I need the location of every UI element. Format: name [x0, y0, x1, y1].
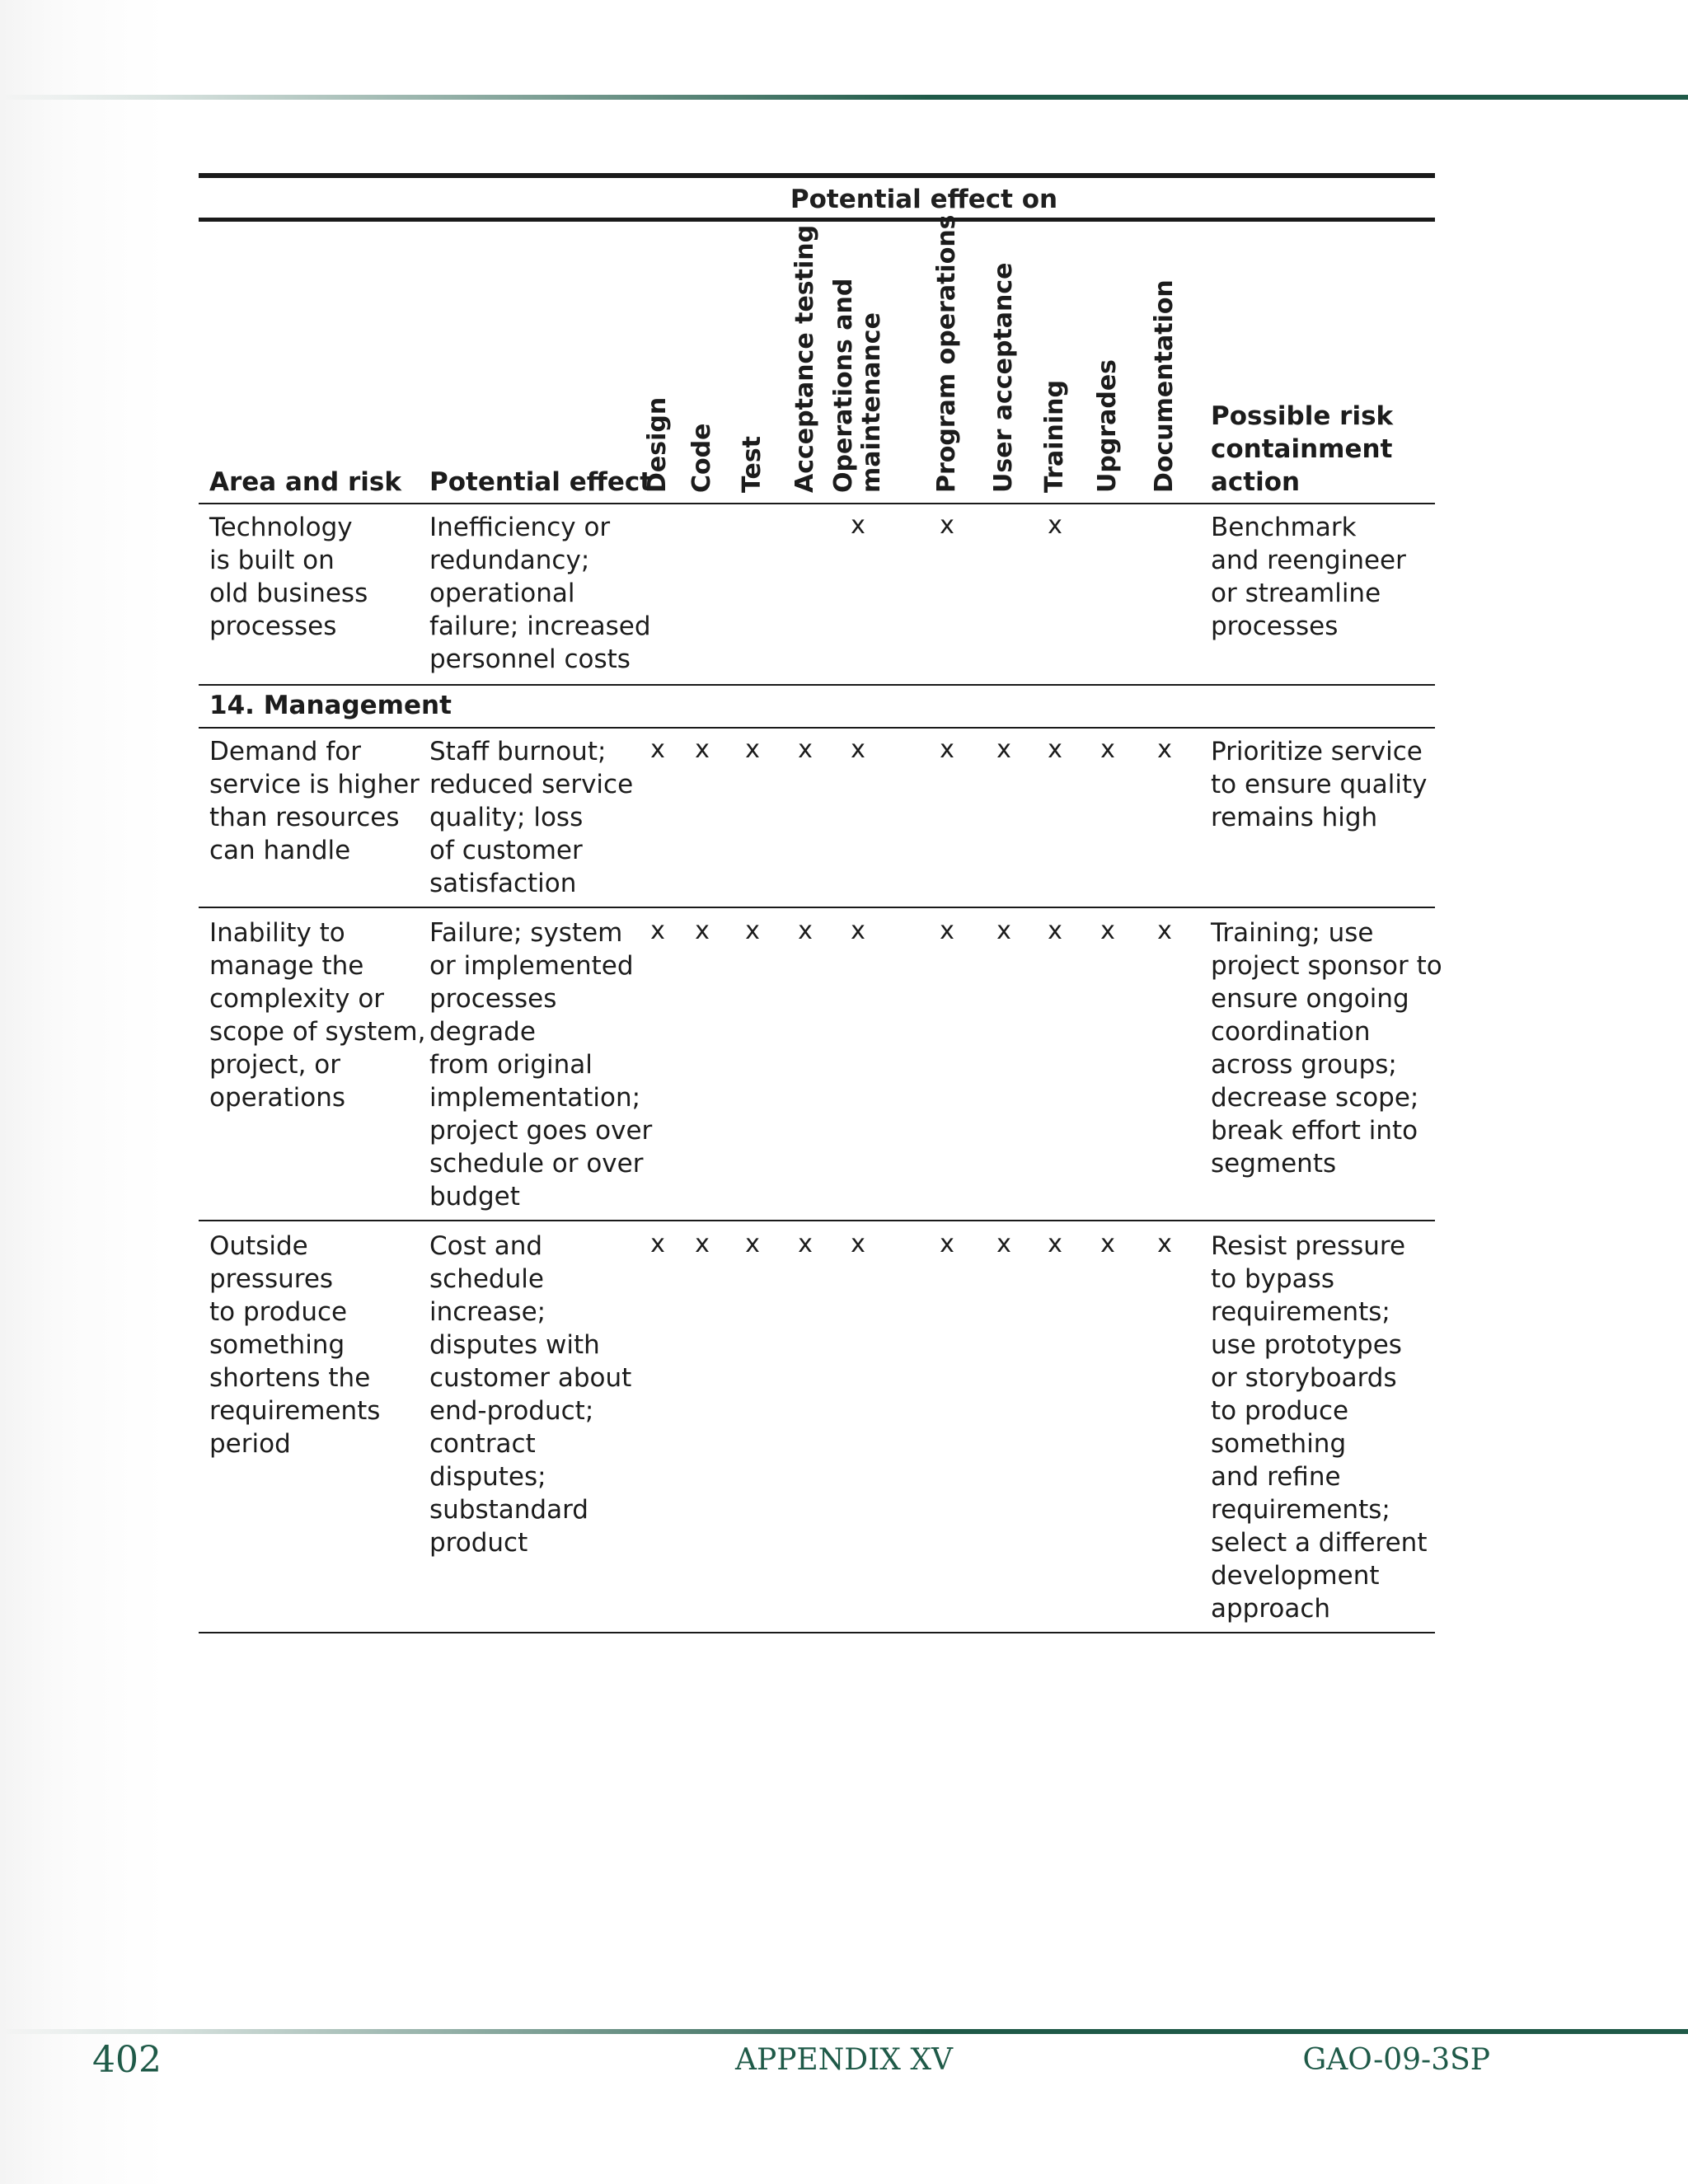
header-bottom-rule — [199, 503, 1435, 504]
effect-mark: x — [650, 735, 665, 764]
effect-mark: x — [798, 1230, 813, 1258]
section-divider — [199, 727, 1435, 729]
potential-effect-cell: Cost and schedule increase; disputes with customer about end-product; contract disputes; substandard product — [429, 1231, 632, 1558]
effect-mark: x — [1048, 511, 1062, 540]
effect-col-header: Code — [687, 423, 716, 493]
effect-mark: x — [940, 735, 954, 764]
effect-mark: x — [851, 511, 865, 540]
row-divider — [199, 684, 1435, 686]
effect-mark: x — [1048, 916, 1062, 945]
effect-mark: x — [996, 735, 1011, 764]
group-header-rule — [199, 218, 1435, 222]
risk-action-cell: Prioritize service to ensure quality remains high — [1211, 737, 1428, 832]
potential-effect-cell: Inefficiency or redundancy; operational failure; increased personnel costs — [429, 513, 651, 674]
effect-mark: x — [851, 916, 865, 945]
area-risk-cell: Technology is built on old business processes — [209, 513, 368, 641]
effect-col-header: Training — [1040, 380, 1069, 493]
effect-col-header: User acceptance — [989, 262, 1018, 493]
section-header: 14. Management — [209, 691, 452, 720]
effect-mark: x — [940, 1230, 954, 1258]
risk-action-cell: Training; use project sponsor to ensure ongoing coordination across groups; decrease scope; break effort into segments — [1211, 918, 1442, 1179]
effect-col-header: Test — [738, 435, 767, 493]
area-risk-cell: Outside pressures to produce something shortens the requirements period — [209, 1231, 381, 1459]
group-header: Potential effect on — [790, 185, 1058, 214]
top-rule — [0, 95, 1688, 100]
effect-mark: x — [695, 735, 710, 764]
appendix-label: APPENDIX XV — [734, 2043, 953, 2077]
effect-mark: x — [745, 735, 760, 764]
effect-mark: x — [695, 916, 710, 945]
table-top-rule — [199, 173, 1435, 178]
potential-effect-cell: Staff burnout; reduced service quality; loss of customer satisfaction — [429, 737, 634, 898]
col-header-effect: Potential effect — [429, 467, 653, 497]
report-id: GAO-09-3SP — [1302, 2043, 1490, 2077]
effect-mark: x — [798, 916, 813, 945]
risk-action-cell: Benchmark and reengineer or streamline processes — [1211, 513, 1406, 641]
effect-col-header: Acceptance testing — [790, 224, 819, 493]
effect-mark: x — [650, 1230, 665, 1258]
effect-mark: x — [1100, 1230, 1115, 1258]
effect-mark: x — [745, 916, 760, 945]
effect-mark: x — [940, 511, 954, 540]
effect-mark: x — [745, 1230, 760, 1258]
effect-mark: x — [996, 916, 1011, 945]
row-divider — [199, 1220, 1435, 1221]
effect-mark: x — [1157, 916, 1172, 945]
col-header-area: Area and risk — [209, 467, 401, 497]
effect-mark: x — [650, 916, 665, 945]
effect-mark: x — [851, 735, 865, 764]
effect-mark: x — [1157, 1230, 1172, 1258]
effect-col-header: Operations and — [829, 278, 858, 493]
effect-col-header: Program operations — [932, 214, 961, 493]
area-risk-cell: Inability to manage the complexity or scope of system, project, or operations — [209, 918, 426, 1113]
risk-action-cell: Resist pressure to bypass requirements; use prototypes or storyboards to produce something and refine requirements; select a different development approach — [1211, 1231, 1428, 1624]
effect-mark: x — [695, 1230, 710, 1258]
effect-mark: x — [1157, 735, 1172, 764]
effect-mark: x — [996, 1230, 1011, 1258]
effect-mark: x — [798, 735, 813, 764]
effect-mark: x — [1100, 735, 1115, 764]
effect-col-header: Documentation — [1150, 279, 1179, 493]
effect-col-header: Design — [643, 396, 672, 493]
effect-mark: x — [1100, 916, 1115, 945]
area-risk-cell: Demand for service is higher than resources can handle — [209, 737, 420, 865]
col-header-action: Possible risk containment action — [1211, 401, 1394, 497]
effect-mark: x — [1048, 735, 1062, 764]
effect-col-header: Upgrades — [1093, 359, 1122, 493]
row-divider — [199, 1632, 1435, 1633]
page-number: 402 — [92, 2039, 162, 2081]
row-divider — [199, 907, 1435, 908]
effect-mark: x — [1048, 1230, 1062, 1258]
effect-col-header: maintenance — [857, 312, 886, 493]
bottom-rule — [0, 2029, 1688, 2034]
effect-mark: x — [851, 1230, 865, 1258]
effect-mark: x — [940, 916, 954, 945]
potential-effect-cell: Failure; system or implemented processes degrade from original implementation; project goes over schedule or over budget — [429, 918, 653, 1212]
